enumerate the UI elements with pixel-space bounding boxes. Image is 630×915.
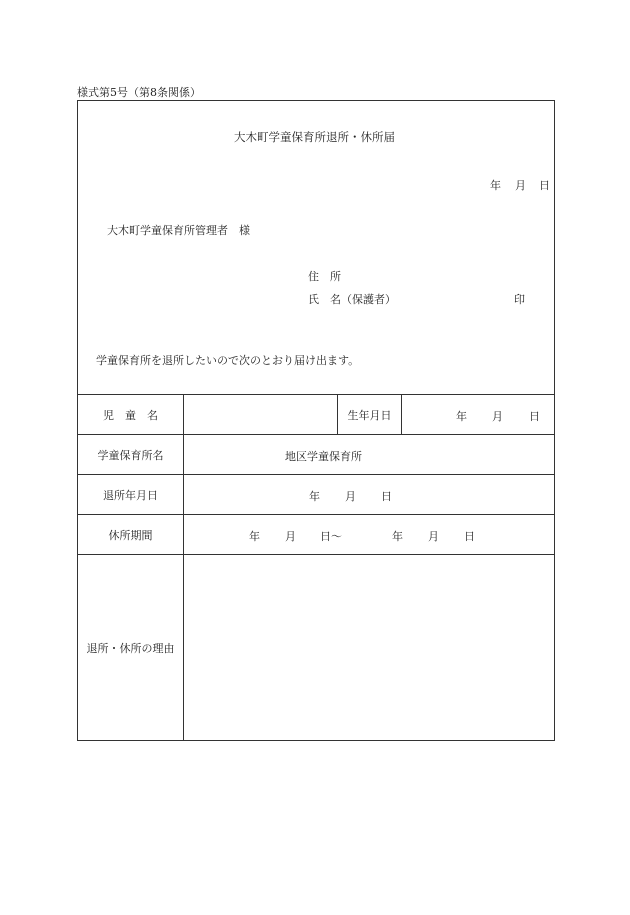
absence-to-month: 月 <box>428 530 439 543</box>
birth-label-right-divider <box>401 394 402 434</box>
date-day-label: 日 <box>539 179 550 192</box>
child-name-label: 児 童 名 <box>103 408 158 422</box>
birth-month-label: 月 <box>492 410 503 423</box>
facility-name-value: 地区学童保育所 <box>285 450 362 463</box>
form-number-label: 様式第5号（第8条関係） <box>77 86 201 99</box>
leave-date-label: 退所年月日 <box>103 488 158 502</box>
absence-from-day: 日〜 <box>320 530 342 543</box>
address-label: 住 所 <box>308 270 341 283</box>
child-name-field[interactable] <box>184 395 337 434</box>
reason-field[interactable] <box>184 555 554 740</box>
date-year-label: 年 <box>490 179 501 192</box>
form-title: 大木町学童保育所退所・休所届 <box>234 130 395 144</box>
statement-text: 学童保育所を退所したいので次のとおり届け出ます。 <box>96 354 360 367</box>
seal-label: 印 <box>514 293 525 306</box>
birth-year-label: 年 <box>456 410 467 423</box>
leave-year-label: 年 <box>309 490 320 503</box>
reason-label: 退所・休所の理由 <box>86 641 175 655</box>
absence-to-year: 年 <box>392 530 403 543</box>
birth-date-label: 生年月日 <box>347 408 392 422</box>
facility-name-label: 学童保育所名 <box>97 448 164 462</box>
absence-from-month: 月 <box>285 530 296 543</box>
leave-day-label: 日 <box>381 490 392 503</box>
leave-month-label: 月 <box>345 490 356 503</box>
absence-to-day: 日 <box>464 530 475 543</box>
date-month-label: 月 <box>515 179 526 192</box>
absence-period-label: 休所期間 <box>108 528 153 542</box>
birth-day-label: 日 <box>529 410 540 423</box>
addressee: 大木町学童保育所管理者 様 <box>107 224 250 237</box>
absence-from-year: 年 <box>249 530 260 543</box>
guardian-name-label: 氏 名（保護者） <box>308 293 396 306</box>
